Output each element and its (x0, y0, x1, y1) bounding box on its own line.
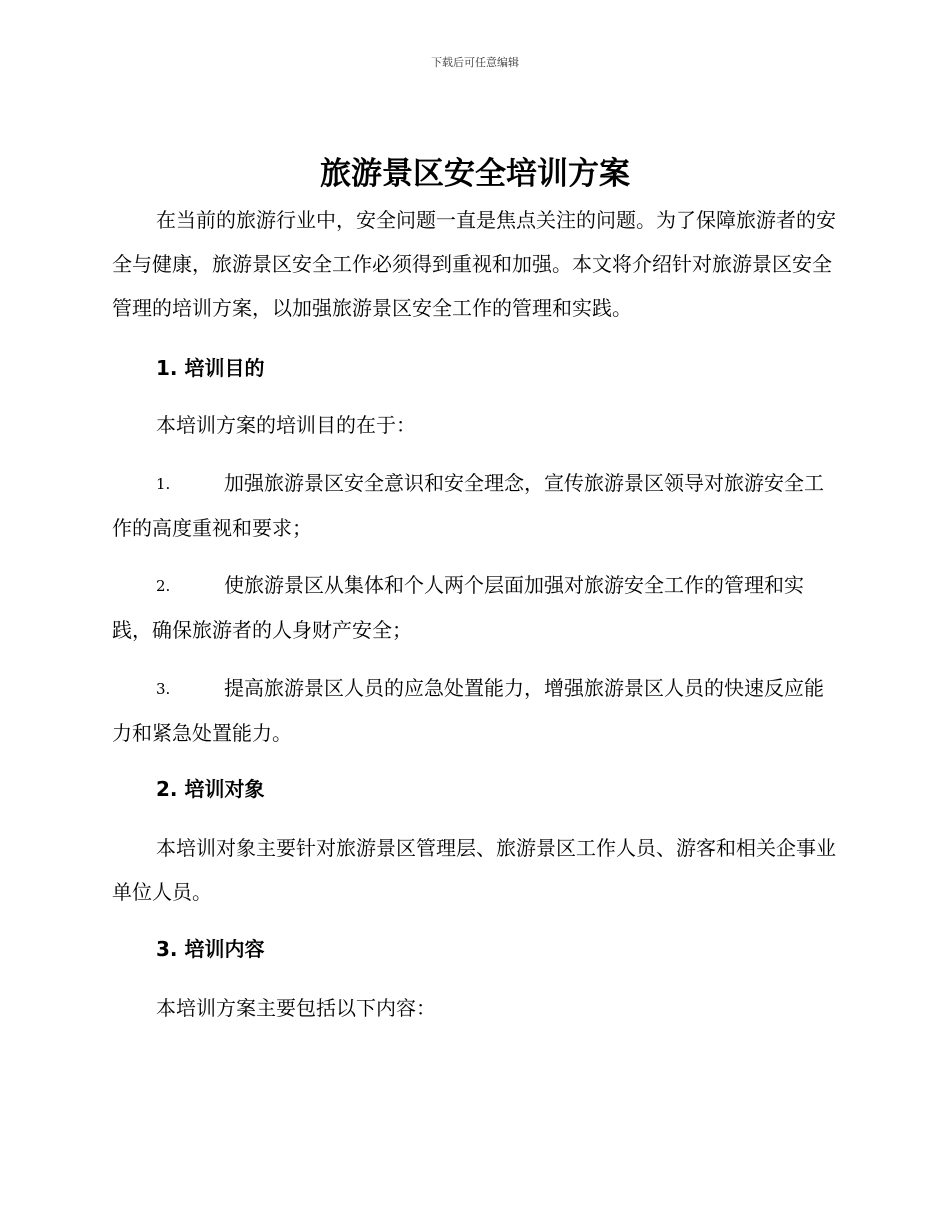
list-item-text: 使旅游景区从集体和个人两个层面加强对旅游安全工作的管理和实践，确保旅游者的人身财产安全； (112, 573, 804, 642)
list-item (112, 563, 836, 652)
intro-paragraph: 在当前的旅游行业中，安全问题一直是焦点关注的问题。为了保障旅游者的安全与健康，旅游景区安全工作必须得到重视和加强。本文将介绍针对旅游景区安全管理的培训方案，以加强旅游景区安全工作的管理和实践。 (112, 208, 836, 320)
list-item-text: 加强旅游景区安全意识和安全理念，宣传旅游景区领导对旅游安全工作的高度重视和要求； (112, 471, 824, 540)
list-item-number: 2. (156, 577, 171, 595)
list-item (112, 666, 836, 755)
section-heading-audience: 2. 培训对象 (156, 777, 265, 801)
section-lead-content: 本培训方案主要包括以下内容： (156, 996, 436, 1020)
list-item-number: 1. (156, 475, 171, 493)
section-lead-audience: 本培训对象主要针对旅游景区管理层、旅游景区工作人员、游客和相关企事业单位人员。 (112, 836, 836, 904)
document-title: 旅游景区安全培训方案 (320, 156, 630, 192)
list-item-text: 提高旅游景区人员的应急处置能力，增强旅游景区人员的快速反应能力和紧急处置能力。 (112, 676, 824, 745)
list-item-number: 3. (156, 680, 171, 698)
section-heading-purpose: 1. 培训目的 (156, 356, 265, 380)
list-item (112, 461, 836, 550)
section-lead-purpose: 本培训方案的培训目的在于： (156, 413, 416, 437)
header-note: 下载后可任意编辑 (431, 56, 519, 69)
section-heading-content: 3. 培训内容 (156, 937, 265, 961)
